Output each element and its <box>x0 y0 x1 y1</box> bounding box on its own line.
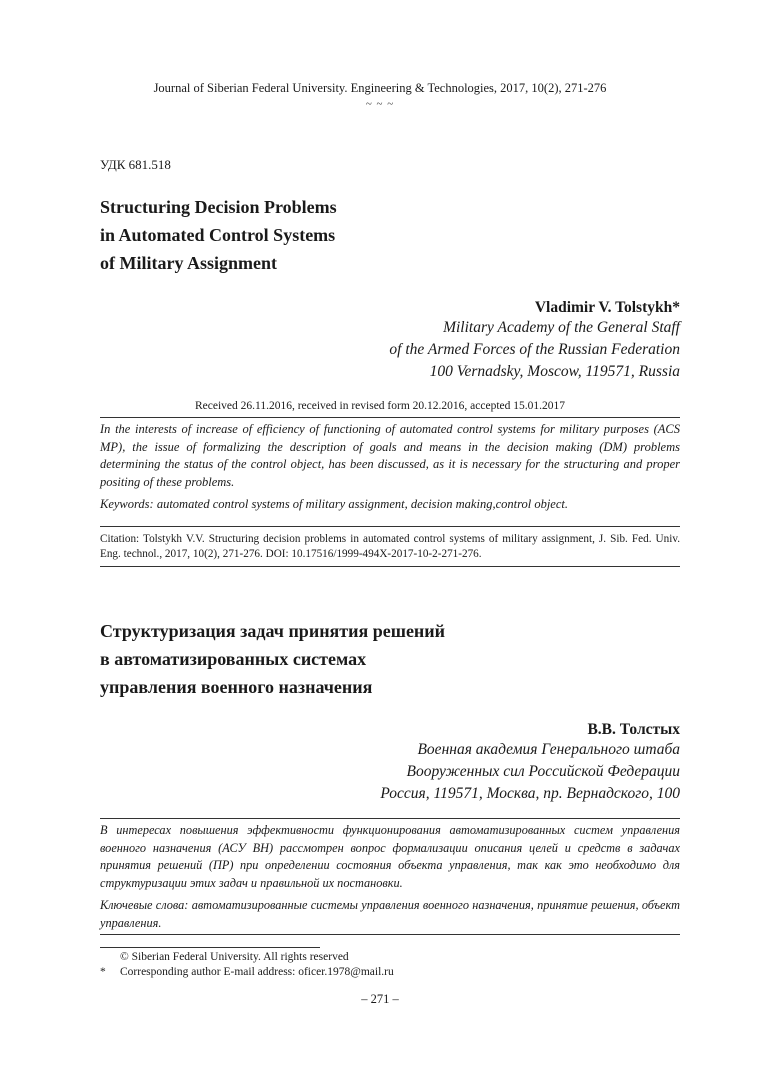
footnote-corresponding-text: Corresponding author E-mail address: oficer.1978@mail.ru <box>120 966 394 978</box>
russian-abstract: В интересах повышения эффективности функционирования автоматизированных систем управления военного назначения (АСУ ВН) рассмотрен вопрос формализации описания целей и средств в задачах принятия решений (ПР) при определении состояния объекта управления, так как это необходимо для структуризации этих задач и правильной их постановки. <box>100 823 680 890</box>
russian-title <box>100 617 445 701</box>
english-abstract: In the interests of increase of efficiency of functioning of automated control systems for military purposes (ACS MP), the issue of formalizing the description of goals and means in the decision making (DM) problems determining the status of the control object, has been discussed, as it is necessary for the structuring and proper positing of these problems. <box>100 422 680 489</box>
russian-title-line-1: Структуризация задач принятия решений <box>100 621 446 641</box>
journal-header: Journal of Siberian Federal University. Engineering & Technologies, 2017, 10(2), 271-276 <box>153 81 607 95</box>
russian-affiliation-line-2: Вооруженных сил Российской Федерации <box>406 763 680 780</box>
footnote-mark: * <box>100 966 106 978</box>
russian-title-line-2: в автоматизированных системах <box>100 649 367 669</box>
page-number: – 271 – <box>361 992 399 1006</box>
received-dates: Received 26.11.2016, received in revised form 20.12.2016, accepted 15.01.2017 <box>194 400 566 412</box>
english-affiliation-line-3: 100 Vernadsky, Moscow, 119571, Russia <box>429 363 680 380</box>
russian-author: В.В. Толстых <box>587 721 680 738</box>
citation-top-rule <box>100 526 680 527</box>
russian-affiliation <box>380 739 680 805</box>
russian-abstract-bottom-rule <box>100 934 680 935</box>
english-author: Vladimir V. Tolstykh* <box>534 299 680 316</box>
russian-abstract-top-rule <box>100 818 680 819</box>
header-separator: ~ ~ ~ <box>365 98 395 110</box>
russian-affiliation-line-3: Россия, 119571, Москва, пр. Вернадского, 100 <box>380 785 680 802</box>
english-title <box>100 193 337 277</box>
footnote-rule <box>100 947 320 948</box>
abstract-top-rule <box>100 417 680 418</box>
english-affiliation-line-2: of the Armed Forces of the Russian Federation <box>389 341 680 358</box>
footnote-corresponding <box>100 965 394 980</box>
english-keywords: Keywords: automated control systems of military assignment, decision making,control object. <box>100 497 568 511</box>
footnote-copyright <box>100 950 349 965</box>
citation: Citation: Tolstykh V.V. Structuring decision problems in automated control systems of military assignment, J. Sib. Fed. Univ. Eng. technol., 2017, 10(2), 271-276. DOI: 10.17516/1999-494X-2017-10-2-271-276. <box>100 533 680 560</box>
english-affiliation-line-1: Military Academy of the General Staff <box>443 319 680 336</box>
english-title-line-1: Structuring Decision Problems <box>100 197 337 217</box>
english-affiliation <box>389 317 680 383</box>
footnote-copyright-text: © Siberian Federal University. All rights reserved <box>120 951 349 963</box>
english-title-line-3: of Military Assignment <box>100 253 277 273</box>
english-title-line-2: in Automated Control Systems <box>100 225 336 245</box>
russian-keywords: Ключевые слова: автоматизированные системы управления военного назначения, принятие решения, объект управления. <box>100 898 680 930</box>
russian-affiliation-line-1: Военная академия Генерального штаба <box>417 741 680 758</box>
russian-title-line-3: управления военного назначения <box>100 677 373 697</box>
udc-code: УДК 681.518 <box>100 157 171 172</box>
citation-bottom-rule <box>100 566 680 567</box>
